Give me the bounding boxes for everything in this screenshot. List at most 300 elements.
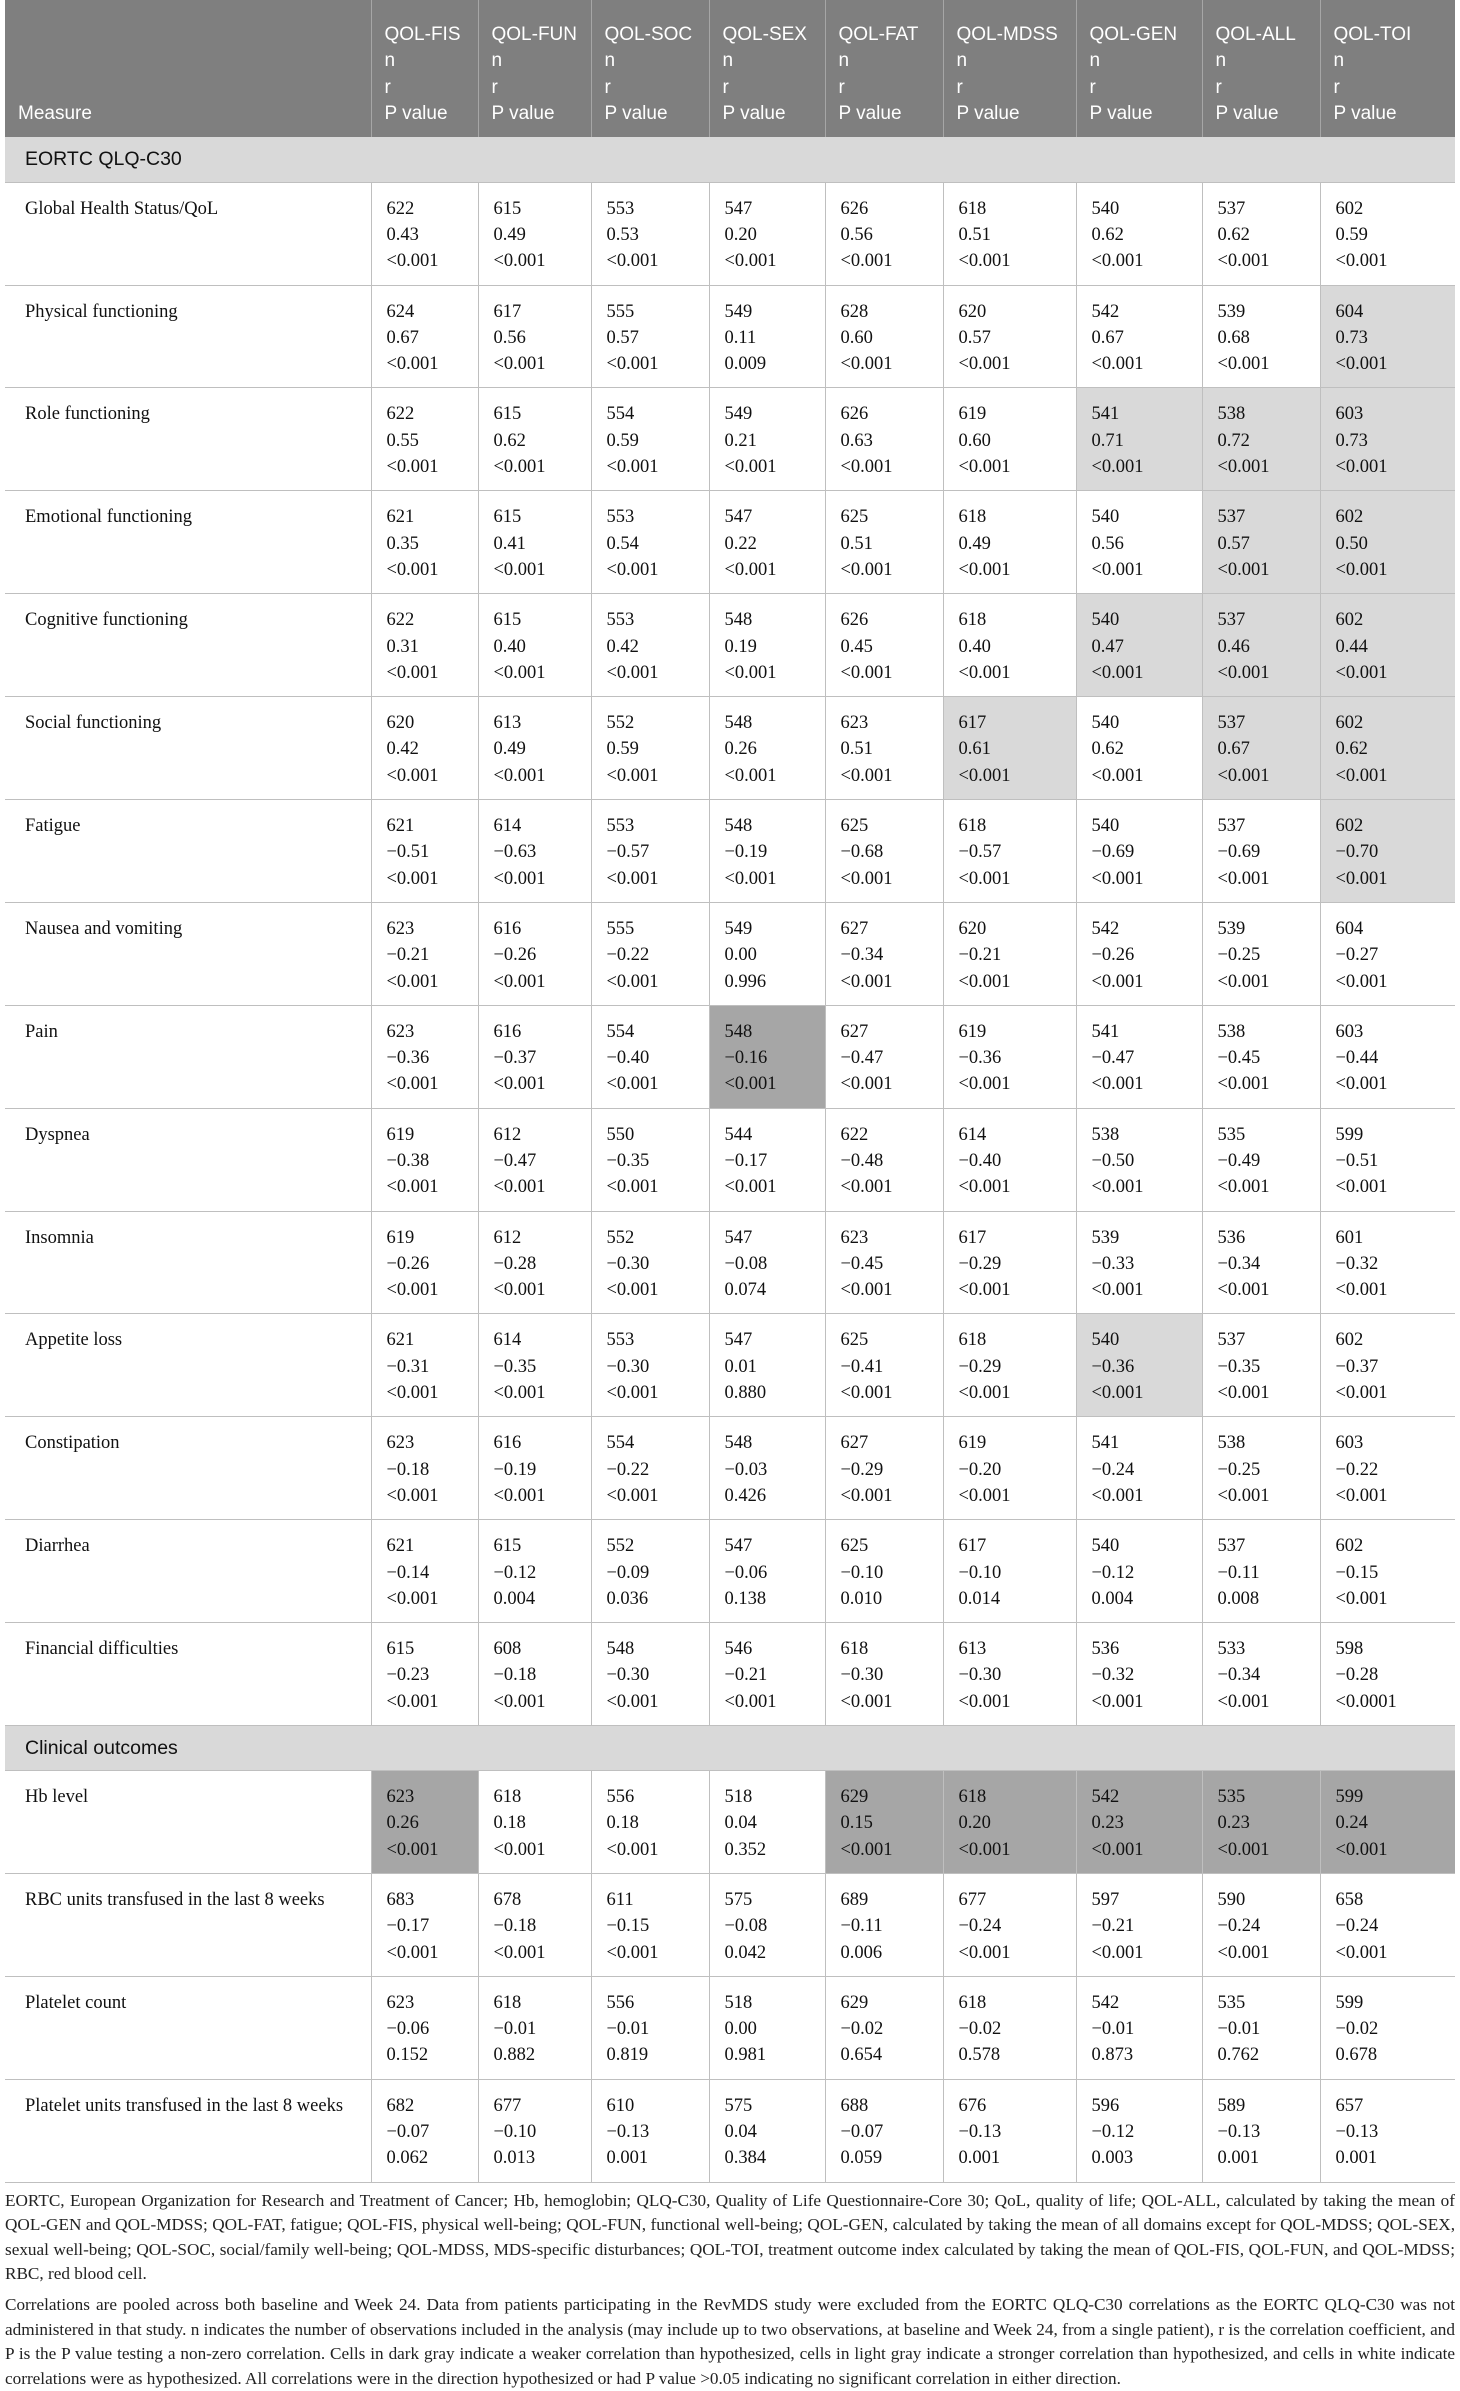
cell-n: 549 [724,404,753,425]
cell-r: 0.72 [1217,430,1250,451]
cell-r: −0.35 [606,1151,650,1171]
table-cell [1202,697,1320,800]
cell-r: 0.44 [1335,636,1368,657]
cell-n: 602 [1335,1536,1364,1557]
section-row [5,137,1455,182]
cell-n: 623 [386,1433,415,1454]
table-cell [371,1771,478,1874]
table-cell [943,1417,1076,1520]
cell-p-value: <0.001 [1217,1839,1270,1860]
cell-n: 547 [724,507,753,528]
cell-r: 0.62 [493,430,526,451]
cell-r: −0.01 [606,2019,650,2040]
header-stat-label: n [1333,50,1345,72]
cell-p-value: <0.001 [493,1839,546,1860]
cell-r: −0.02 [1335,2019,1379,2040]
cell-n: 602 [1335,713,1364,734]
cell-n: 537 [1217,198,1246,219]
cell-n: 620 [958,301,987,322]
cell-n: 537 [1217,1330,1246,1351]
cell-r: −0.06 [386,2019,430,2040]
cell-n: 537 [1217,816,1246,837]
table-cell [1202,902,1320,1005]
cell-n: 554 [606,1433,635,1454]
cell-n: 616 [493,1021,522,1042]
table-cell [1320,1976,1455,2079]
cell-r: 0.67 [1217,739,1250,760]
cell-r: −0.29 [958,1356,1002,1377]
cell-n: 625 [840,816,869,837]
table-cell [371,1005,478,1108]
table-row [5,491,1455,594]
cell-n: 613 [958,1639,987,1660]
cell-n: 610 [606,2095,635,2116]
cell-r: −0.22 [606,945,650,966]
cell-p-value: <0.001 [606,1942,659,1963]
table-cell [1320,388,1455,491]
cell-n: 657 [1335,2095,1364,2116]
cell-r: −0.30 [840,1665,884,1686]
cell-p-value: <0.001 [840,1280,893,1301]
cell-p-value: <0.001 [840,1485,893,1506]
row-label: Insomnia [5,1211,371,1314]
cell-n: 623 [386,1021,415,1042]
cell-r: −0.12 [1091,2122,1135,2143]
table-cell [371,491,478,594]
cell-n: 552 [606,1227,635,1248]
cell-p-value: 0.001 [606,2148,649,2169]
header-column-name: QOL-SEX [722,24,807,45]
cell-r: −0.06 [724,1562,768,1583]
table-cell [478,1005,591,1108]
cell-p-value: <0.001 [493,765,546,786]
table-cell [478,1623,591,1726]
cell-p-value: <0.001 [606,1280,659,1301]
table-cell [943,388,1076,491]
cell-p-value: <0.001 [606,971,659,992]
cell-r: −0.22 [1335,1459,1379,1480]
header-column-name: QOL-MDSS [956,24,1058,45]
cell-p-value: <0.001 [386,1485,439,1506]
table-cell [1076,2079,1202,2182]
cell-r: 0.15 [840,1813,873,1834]
cell-p-value: <0.001 [840,251,893,272]
table-cell [825,491,943,594]
cell-n: 628 [840,301,869,322]
table-cell [1076,1211,1202,1314]
cell-p-value: <0.001 [840,1383,893,1404]
cell-n: 676 [958,2095,987,2116]
header-stat-label: r [956,76,963,98]
row-label: Platelet count [5,1976,371,2079]
cell-p-value: <0.001 [386,354,439,375]
table-cell [825,902,943,1005]
cell-p-value: 0.678 [1335,2045,1378,2066]
cell-n: 624 [386,301,415,322]
cell-n: 619 [958,1021,987,1042]
cell-n: 544 [724,1124,753,1145]
cell-r: −0.19 [724,842,768,863]
cell-r: 0.42 [606,636,639,657]
cell-r: −0.21 [958,945,1002,966]
row-label: Financial difficulties [5,1623,371,1726]
cell-n: 540 [1091,713,1120,734]
table-cell [478,1417,591,1520]
cell-p-value: <0.001 [1091,1074,1144,1095]
cell-n: 618 [958,198,987,219]
cell-r: −0.36 [1091,1356,1135,1377]
cell-n: 590 [1217,1889,1246,1910]
row-label: Emotional functioning [5,491,371,594]
table-row [5,1520,1455,1623]
cell-r: 0.60 [840,327,873,348]
row-label: Constipation [5,1417,371,1520]
cell-n: 604 [1335,301,1364,322]
cell-n: 678 [493,1889,522,1910]
cell-p-value: <0.001 [724,868,777,889]
cell-r: −0.08 [724,1916,768,1937]
cell-r: 0.59 [1335,224,1368,245]
cell-r: −0.13 [958,2122,1002,2143]
cell-n: 625 [840,507,869,528]
cell-n: 537 [1217,610,1246,631]
table-cell [1320,1108,1455,1211]
cell-p-value: <0.001 [1217,1383,1270,1404]
table-cell [591,902,709,1005]
cell-r: 0.51 [840,739,873,760]
cell-p-value: <0.001 [493,1177,546,1198]
cell-r: 0.43 [386,224,419,245]
cell-r: 0.00 [724,2019,757,2040]
cell-p-value: <0.001 [386,1074,439,1095]
table-cell [1320,1771,1455,1874]
cell-p-value: 0.013 [493,2148,536,2169]
cell-r: 0.68 [1217,327,1250,348]
cell-r: −0.47 [1091,1048,1135,1069]
cell-p-value: 0.042 [724,1942,767,1963]
header-stat-label: P value [1215,102,1279,124]
cell-n: 611 [606,1889,634,1910]
cell-r: −0.26 [493,945,537,966]
cell-r: −0.32 [1335,1253,1379,1274]
cell-r: 0.01 [724,1356,757,1377]
cell-p-value: <0.001 [958,1177,1011,1198]
cell-r: −0.10 [493,2122,537,2143]
cell-r: −0.37 [493,1048,537,1069]
table-cell [478,697,591,800]
cell-p-value: <0.001 [1217,868,1270,889]
header-stat-label: r [384,76,391,98]
cell-p-value: <0.001 [1091,1942,1144,1963]
table-cell [371,1623,478,1726]
cell-n: 552 [606,1536,635,1557]
cell-p-value: <0.001 [724,559,777,580]
cell-r: −0.21 [386,945,430,966]
cell-p-value: <0.001 [606,251,659,272]
cell-p-value: <0.001 [1217,1177,1270,1198]
cell-n: 615 [493,610,522,631]
table-row [5,902,1455,1005]
cell-n: 539 [1217,918,1246,939]
cell-n: 602 [1335,816,1364,837]
cell-p-value: <0.001 [724,1177,777,1198]
table-cell [825,1314,943,1417]
cell-n: 546 [724,1639,753,1660]
cell-r: −0.57 [606,842,650,863]
cell-p-value: <0.001 [1335,1942,1388,1963]
cell-p-value: 0.006 [840,1942,883,1963]
row-label: Global Health Status/QoL [5,182,371,285]
cell-p-value: <0.001 [1091,868,1144,889]
cell-r: −0.26 [1091,945,1135,966]
table-cell [371,388,478,491]
table-cell [1320,1417,1455,1520]
cell-p-value: <0.001 [493,457,546,478]
cell-p-value: <0.001 [606,662,659,683]
header-column-name: QOL-FIS [384,24,461,45]
cell-r: −0.24 [1091,1459,1135,1480]
table-cell [1320,285,1455,388]
cell-p-value: <0.001 [1217,1485,1270,1506]
cell-p-value: 0.059 [840,2148,883,2169]
cell-p-value: <0.001 [1217,1691,1270,1712]
cell-n: 602 [1335,1330,1364,1351]
cell-r: 0.41 [493,533,526,554]
cell-r: 0.19 [724,636,757,657]
cell-p-value: <0.001 [1217,251,1270,272]
cell-r: −0.13 [606,2122,650,2143]
table-cell [825,1976,943,2079]
cell-n: 618 [958,1330,987,1351]
table-cell [591,491,709,594]
table-cell [709,800,825,903]
table-cell [709,1314,825,1417]
cell-p-value: <0.001 [386,1588,439,1609]
table-cell [943,491,1076,594]
cell-n: 550 [606,1124,635,1145]
cell-p-value: <0.001 [1217,354,1270,375]
cell-p-value: <0.001 [724,765,777,786]
table-cell [1320,2079,1455,2182]
row-label: Role functioning [5,388,371,491]
cell-r: −0.14 [386,1562,430,1583]
cell-r: 0.23 [1091,1813,1124,1834]
table-cell [371,182,478,285]
table-row [5,1211,1455,1314]
cell-p-value: <0.001 [1217,1074,1270,1095]
table-cell [1076,1873,1202,1976]
cell-p-value: <0.001 [1091,1485,1144,1506]
cell-n: 604 [1335,918,1364,939]
cell-p-value: <0.001 [958,354,1011,375]
cell-r: 0.51 [958,224,991,245]
cell-p-value: <0.001 [840,868,893,889]
table-cell [825,2079,943,2182]
table-cell [943,2079,1076,2182]
table-cell [1202,182,1320,285]
cell-n: 613 [493,713,522,734]
cell-p-value: <0.001 [1335,971,1388,992]
cell-p-value: <0.001 [958,765,1011,786]
cell-n: 626 [840,404,869,425]
table-row [5,1108,1455,1211]
cell-p-value: 0.001 [1217,2148,1260,2169]
header-column-name: QOL-SOC [604,24,693,45]
cell-n: 547 [724,198,753,219]
cell-n: 548 [724,1433,753,1454]
table-cell [1076,1005,1202,1108]
cell-r: −0.34 [840,945,884,966]
cell-r: −0.26 [386,1253,430,1274]
cell-n: 617 [958,1227,987,1248]
table-cell [1202,1314,1320,1417]
table-body [5,137,1455,2182]
cell-n: 518 [724,1787,753,1808]
cell-n: 552 [606,713,635,734]
cell-n: 535 [1217,1124,1246,1145]
cell-n: 599 [1335,1124,1364,1145]
row-label: Physical functioning [5,285,371,388]
table-cell [591,1417,709,1520]
cell-p-value: <0.001 [958,1839,1011,1860]
cell-r: 0.50 [1335,533,1368,554]
table-cell [371,1108,478,1211]
table-cell [591,1005,709,1108]
table-cell [1076,1520,1202,1623]
table-row [5,1873,1455,1976]
cell-n: 539 [1217,301,1246,322]
cell-r: −0.36 [386,1048,430,1069]
cell-n: 618 [958,507,987,528]
table-cell [709,1520,825,1623]
table-cell [1076,902,1202,1005]
cell-p-value: <0.001 [1217,559,1270,580]
cell-n: 541 [1091,404,1120,425]
table-cell [371,800,478,903]
cell-n: 538 [1217,1433,1246,1454]
cell-r: −0.29 [958,1253,1002,1274]
cell-n: 682 [386,2095,415,2116]
cell-p-value: 0.426 [724,1485,767,1506]
table-cell [1076,1976,1202,2079]
cell-r: 0.56 [493,327,526,348]
cell-p-value: <0.001 [1335,1839,1388,1860]
cell-n: 554 [606,1021,635,1042]
cell-r: −0.34 [1217,1665,1261,1686]
cell-r: 0.56 [840,224,873,245]
table-cell [1202,285,1320,388]
cell-n: 689 [840,1889,869,1910]
table-cell [1202,1211,1320,1314]
cell-p-value: <0.001 [386,559,439,580]
table-cell [709,1211,825,1314]
cell-r: 0.31 [386,636,419,657]
cell-p-value: <0.001 [386,1383,439,1404]
cell-n: 537 [1217,507,1246,528]
cell-r: 0.21 [724,430,757,451]
cell-n: 589 [1217,2095,1246,2116]
cell-r: 0.40 [958,636,991,657]
cell-n: 535 [1217,1787,1246,1808]
cell-n: 619 [386,1227,415,1248]
table-cell [371,1417,478,1520]
table-cell [591,1771,709,1874]
table-cell [943,1108,1076,1211]
header-stat-label: P value [1333,102,1397,124]
correlation-table [5,0,1455,2183]
header-stat-label: n [604,50,616,72]
cell-p-value: <0.001 [1217,1942,1270,1963]
cell-r: 0.49 [493,739,526,760]
cell-n: 621 [386,1536,415,1557]
table-cell [709,2079,825,2182]
table-cell [1076,697,1202,800]
cell-r: −0.28 [493,1253,537,1274]
cell-n: 677 [958,1889,987,1910]
cell-n: 620 [958,918,987,939]
table-cell [478,1314,591,1417]
cell-n: 603 [1335,404,1364,425]
cell-n: 615 [493,1536,522,1557]
cell-p-value: <0.001 [493,1485,546,1506]
table-cell [825,594,943,697]
table-cell [591,1976,709,2079]
cell-n: 618 [493,1992,522,2013]
cell-n: 622 [386,198,415,219]
cell-n: 626 [840,610,869,631]
cell-p-value: <0.001 [1335,251,1388,272]
table-cell [943,594,1076,697]
cell-p-value: <0.001 [1217,1280,1270,1301]
cell-r: 0.67 [386,327,419,348]
cell-n: 556 [606,1992,635,2013]
table-cell [591,697,709,800]
table-cell [1076,1314,1202,1417]
cell-n: 599 [1335,1787,1364,1808]
table-cell [825,1623,943,1726]
header-qol-fat [825,0,943,137]
header-qol-all [1202,0,1320,137]
cell-r: −0.03 [724,1459,768,1480]
table-cell [709,1623,825,1726]
table-cell [1076,491,1202,594]
header-qol-toi [1320,0,1455,137]
cell-p-value: <0.001 [1217,457,1270,478]
table-cell [825,800,943,903]
cell-r: −0.40 [606,1048,650,1069]
table-cell [825,1108,943,1211]
cell-r: 0.55 [386,430,419,451]
cell-r: −0.63 [493,842,537,863]
cell-r: −0.31 [386,1356,430,1377]
cell-n: 540 [1091,198,1120,219]
cell-r: −0.15 [606,1916,650,1937]
cell-p-value: 0.578 [958,2045,1001,2066]
cell-r: 0.67 [1091,327,1124,348]
cell-r: 0.56 [1091,533,1124,554]
table-cell [825,388,943,491]
cell-n: 540 [1091,1536,1120,1557]
cell-p-value: <0.001 [958,251,1011,272]
table-cell [1202,2079,1320,2182]
header-measure: Measure [5,0,371,137]
cell-n: 596 [1091,2095,1120,2116]
header-column-name: QOL-FAT [838,24,919,45]
cell-n: 603 [1335,1433,1364,1454]
cell-p-value: <0.001 [1335,559,1388,580]
cell-r: 0.49 [493,224,526,245]
table-row [5,1005,1455,1108]
